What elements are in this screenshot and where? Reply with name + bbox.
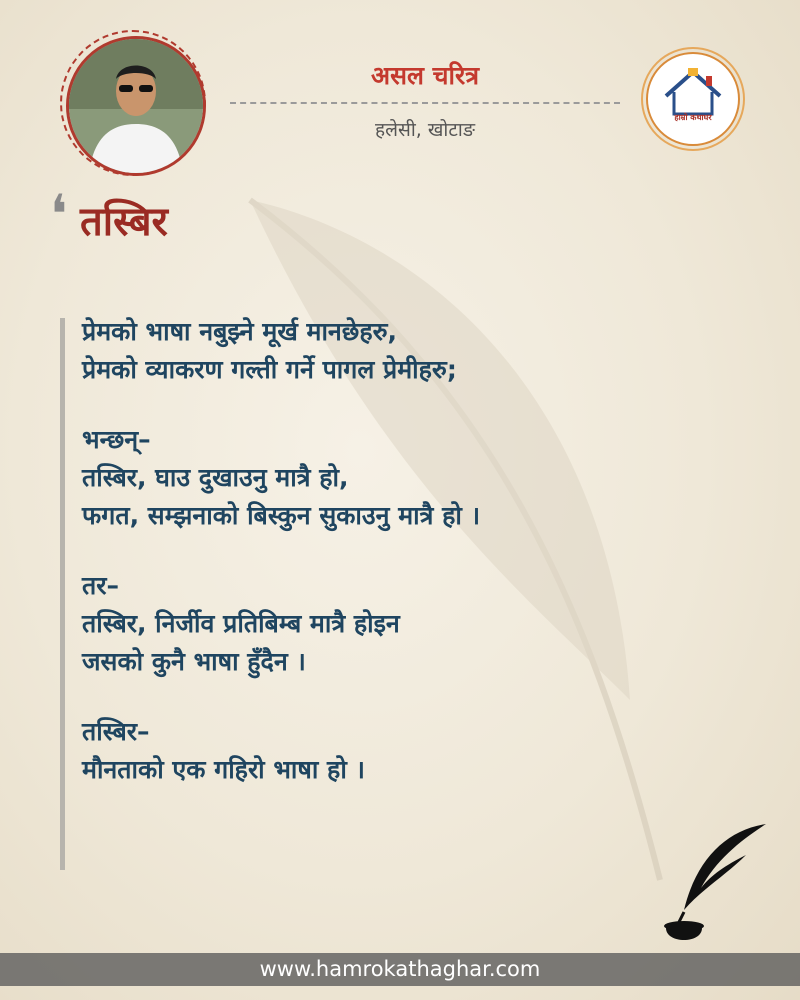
poem-line: तस्बिर– bbox=[82, 717, 150, 746]
poem-line: प्रेमको व्याकरण गल्ती गर्ने पागल प्रेमीहरु; bbox=[82, 355, 457, 384]
poem-side-bar bbox=[60, 318, 65, 870]
quill-inkpot-icon bbox=[656, 820, 776, 950]
poem-line: तस्बिर, निर्जीव प्रतिबिम्ब मात्रै होइन bbox=[82, 609, 400, 638]
poem-line: तस्बिर, घाउ दुखाउनु मात्रै हो, bbox=[82, 463, 349, 492]
header-location: हलेसी, खोटाङ bbox=[375, 119, 475, 141]
footer-bar bbox=[0, 953, 800, 986]
poem-line: फगत, सम्झनाको बिस्कुन सुकाउनु मात्रै हो । bbox=[82, 501, 481, 530]
poem-line: मौनताको एक गहिरो भाषा हो । bbox=[82, 755, 365, 784]
header-divider bbox=[230, 102, 620, 104]
stanza bbox=[82, 567, 702, 681]
quote-icon: ❛ bbox=[50, 183, 68, 246]
poem-title: तस्बिर bbox=[80, 199, 168, 245]
stanza bbox=[82, 313, 702, 389]
site-logo[interactable] bbox=[646, 52, 740, 146]
stanza bbox=[82, 421, 702, 535]
header-title: असल चरित्र bbox=[370, 61, 480, 90]
website-link[interactable]: www.hamrokathaghar.com bbox=[259, 957, 541, 981]
poem-line: जसको कुनै भाषा हुँदैन । bbox=[82, 647, 306, 676]
logo-text: हाम्रो कथाघर bbox=[674, 113, 712, 122]
house-icon bbox=[648, 58, 738, 118]
poem-line: तर– bbox=[82, 571, 119, 600]
stanza bbox=[82, 713, 702, 789]
poem-body bbox=[82, 313, 702, 821]
poem-line: प्रेमको भाषा नबुझ्ने मूर्ख मानछेहरु, bbox=[82, 317, 398, 346]
author-avatar bbox=[66, 36, 206, 176]
poem-line: भन्छन्– bbox=[82, 425, 151, 454]
